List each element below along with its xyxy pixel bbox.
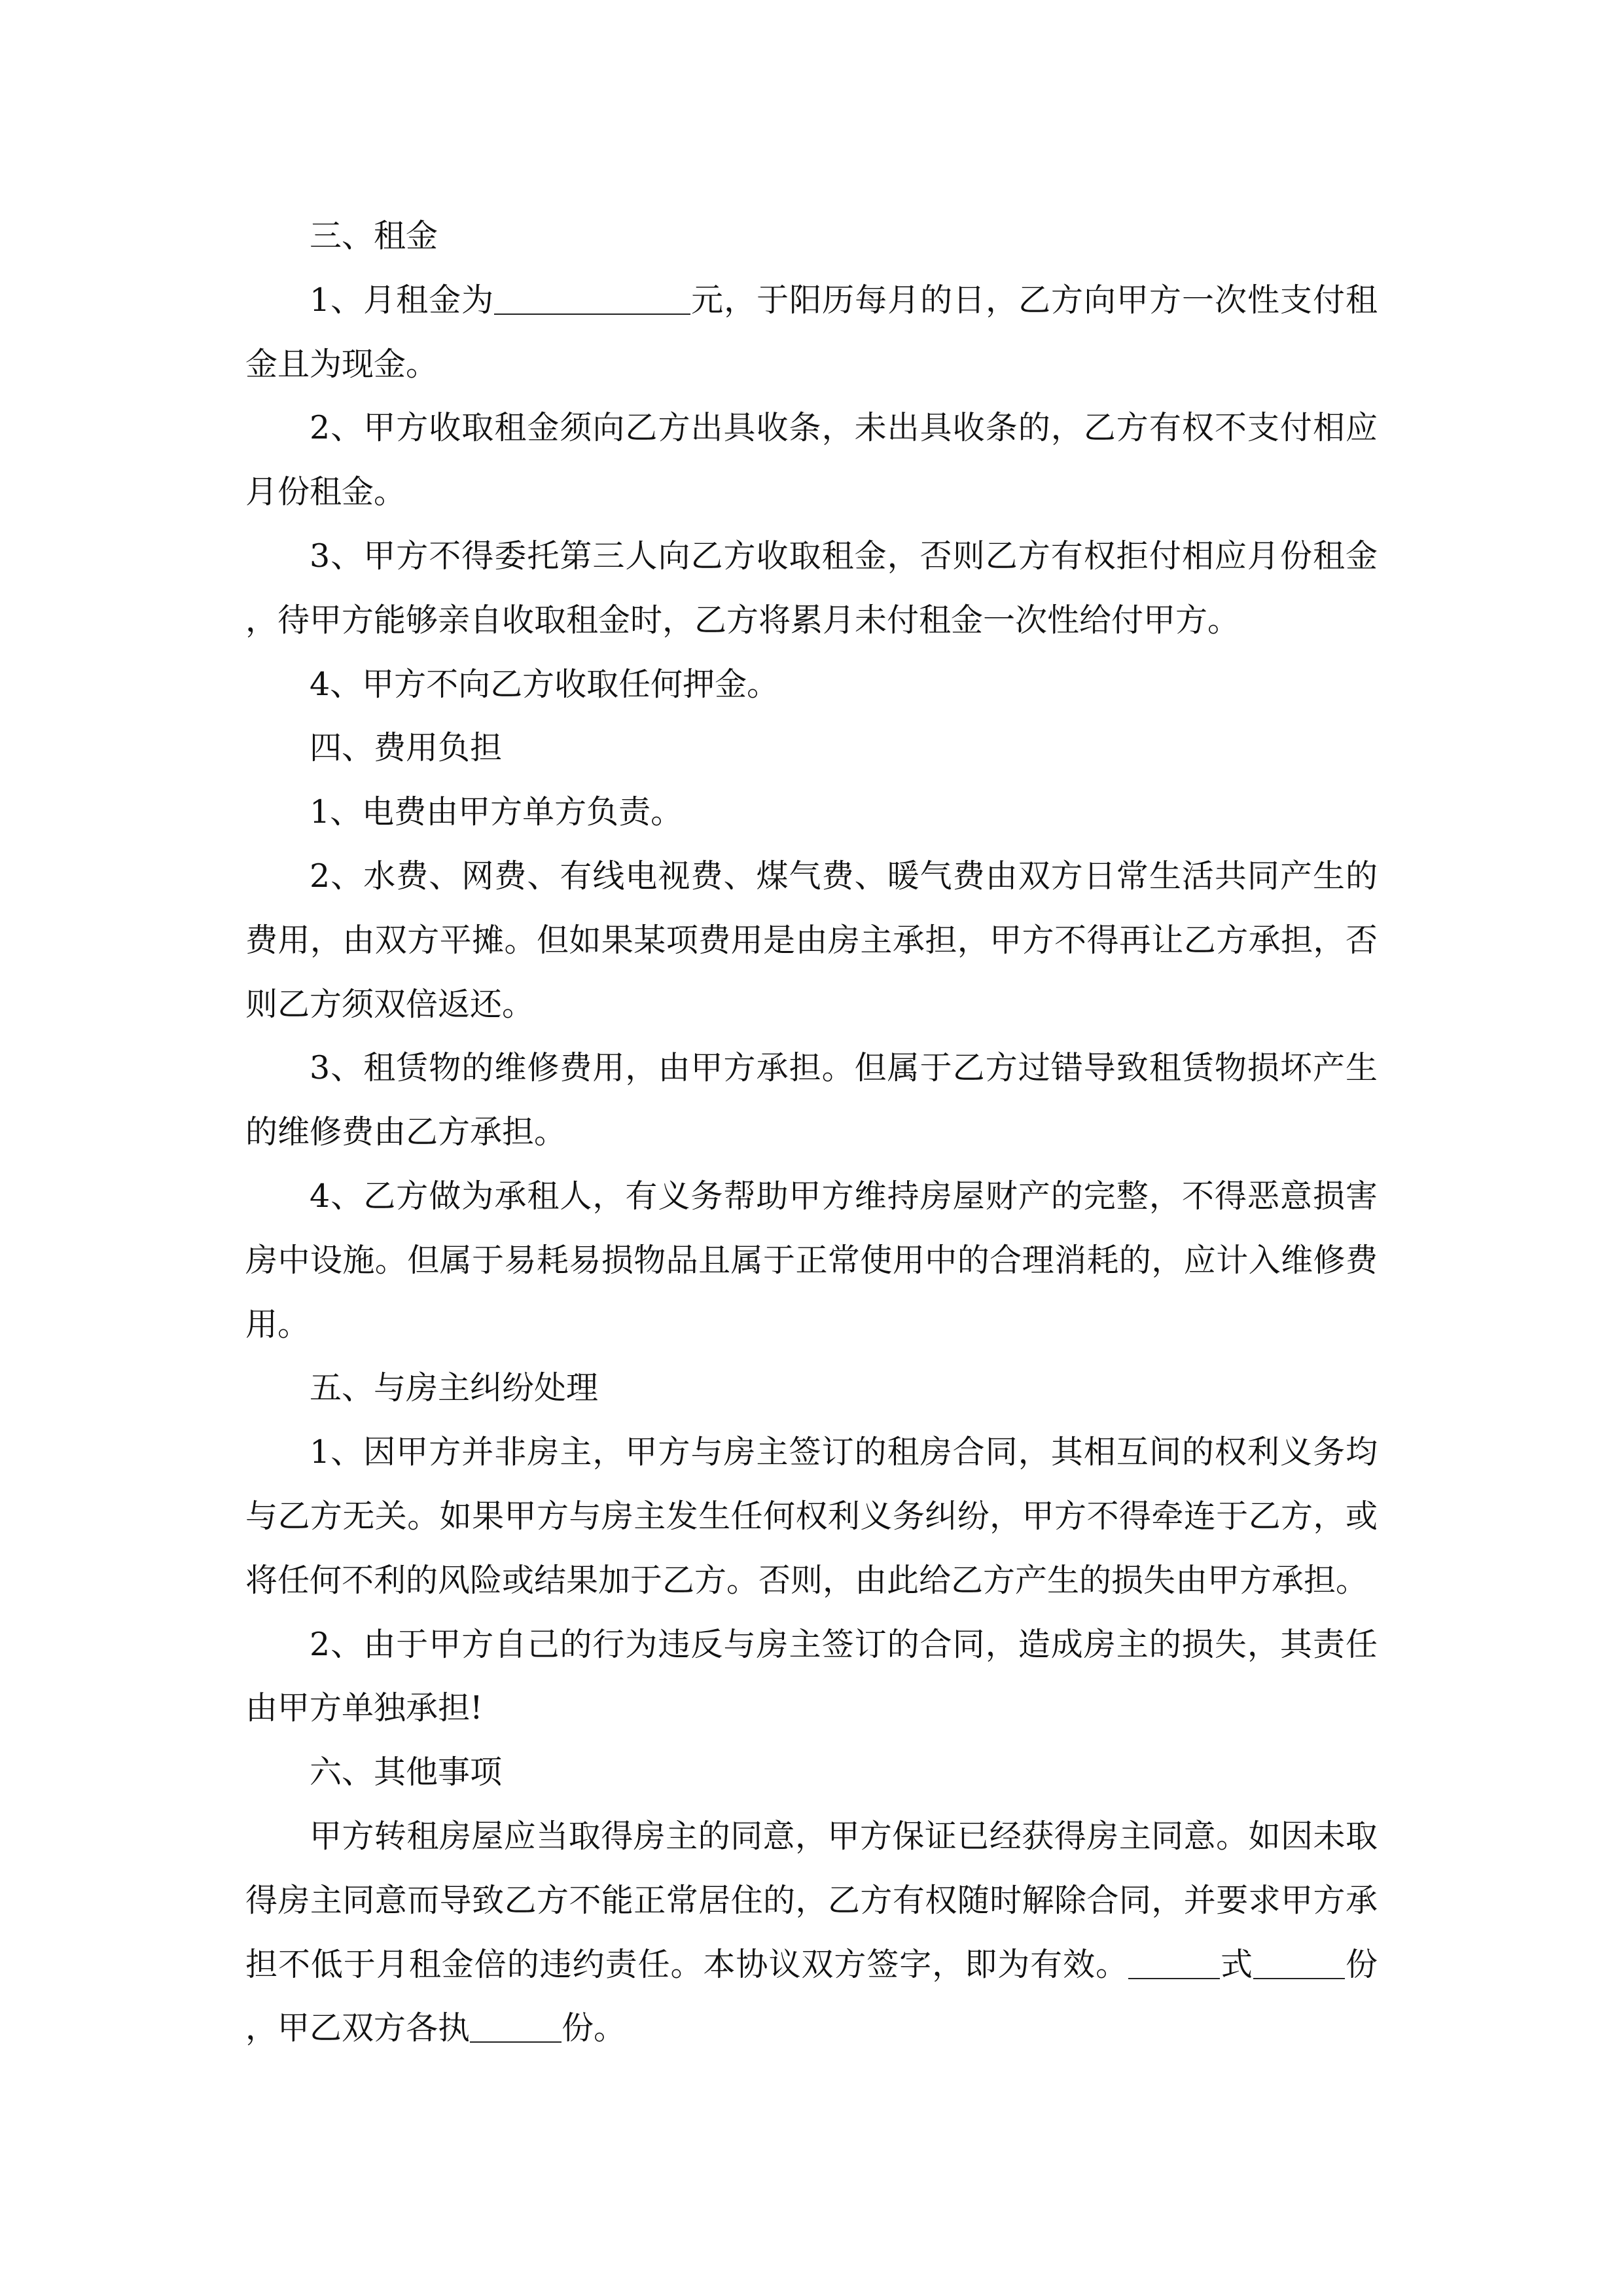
section-3-clause-3: 3、甲方不得委托第三人向乙方收取租金，否则乙方有权拒付相应月份租金，待甲方能够亲自收取租金时，乙方将累月未付租金一次性给付甲方。 — [245, 537, 1378, 639]
copies-each-blank — [470, 2002, 562, 2043]
copies-count-blank — [1253, 1939, 1345, 1979]
section-5-clause-1: 1、因甲方并非房主，甲方与房主签订的租房合同，其相互间的权利义务均与乙方无关。如果甲方与房主发生任何权利义务纠纷，甲方不得牵连于乙方，或将任何不利的风险或结果加于乙方。否则，由此给乙方产生的损失由甲方承担。 — [245, 1433, 1378, 1599]
section-3-clause-1 — [245, 268, 1378, 397]
clause-text: 1、月租金为 — [310, 281, 495, 319]
clause-text: 式 — [1220, 1945, 1253, 1983]
clause-text: 甲方转租房屋应当取得房主的同意，甲方保证已经获得房主同意。如因未取得房主同意而导致乙方不能正常居住的，乙方有权随时解除合同，并要求甲方承担不低于月租金倍的违约责任。本协议双方签字，即为有效。 — [245, 1817, 1378, 1983]
section-3-clause-4: 4、甲方不向乙方收取任何押金。 — [310, 665, 779, 703]
section-5-heading: 五、与房主纠纷处理 — [310, 1369, 599, 1407]
clause-text: 份。 — [562, 2009, 626, 2047]
rent-amount-blank — [494, 274, 690, 315]
copies-format-blank — [1128, 1939, 1220, 1979]
section-6-heading: 六、其他事项 — [310, 1753, 503, 1791]
section-3-clause-2: 2、甲方收取租金须向乙方出具收条，未出具收条的，乙方有权不支付相应月份租金。 — [245, 409, 1378, 511]
section-5-clause-2: 2、由于甲方自己的行为违反与房主签订的合同，造成房主的损失，其责任由甲方单独承担! — [245, 1625, 1378, 1727]
clause-text: 份，甲乙双方各执 — [245, 1945, 1378, 2047]
document-body — [245, 204, 1378, 2060]
clause-text: 元，于阳历每月的日，乙方向甲方一次性支付租金且为现金。 — [245, 281, 1378, 383]
section-4-clause-2: 2、水费、网费、有线电视费、煤气费、暖气费由双方日常生活共同产生的费用，由双方平摊。但如果某项费用是由房主承担，甲方不得再让乙方承担，否则乙方须双倍返还。 — [245, 857, 1378, 1023]
section-4-heading: 四、费用负担 — [310, 729, 503, 767]
section-4-clause-3: 3、租赁物的维修费用，由甲方承担。但属于乙方过错导致租赁物损坏产生的维修费由乙方承担。 — [245, 1049, 1378, 1151]
section-4-clause-1: 1、电费由甲方单方负责。 — [310, 793, 683, 831]
section-4-clause-4: 4、乙方做为承租人，有义务帮助甲方维持房屋财产的完整，不得恶意损害房中设施。但属于易耗易损物品且属于正常使用中的合理消耗的，应计入维修费用。 — [245, 1177, 1378, 1343]
section-6-clause-1 — [245, 1804, 1378, 2060]
section-3-heading: 三、租金 — [310, 217, 438, 255]
